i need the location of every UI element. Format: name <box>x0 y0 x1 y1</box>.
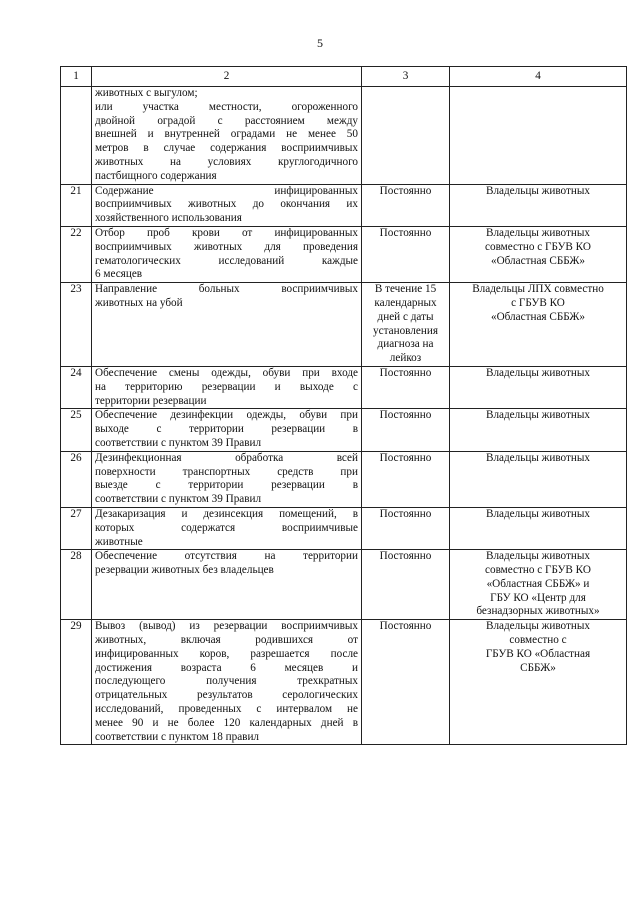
desc-line: Содержание инфицированных <box>95 184 358 197</box>
responsible-cell <box>450 226 627 282</box>
row-number-cell: 29 <box>61 620 92 745</box>
responsible-line: совместно с ГБУВ КО <box>485 564 591 577</box>
desc-line: последующего получения трехкратных <box>95 675 358 688</box>
responsible-line: Владельцы животных <box>485 620 590 633</box>
responsible-line: Владельцы животных <box>485 409 590 422</box>
row-number-cell: 26 <box>61 451 92 507</box>
table-row <box>61 409 627 451</box>
desc-line: выходе с территории резервации в <box>95 423 358 436</box>
desc-line: территории резервации <box>95 394 207 407</box>
continuation-resp-cell <box>450 87 627 185</box>
responsible-line: Владельцы животных <box>485 184 590 197</box>
desc-line: менее 90 и не более 120 календарных дней в <box>95 716 358 729</box>
desc-line: Обеспечение смены одежды, обуви при входе <box>95 366 358 379</box>
responsible-line: Владельцы животных <box>485 226 590 239</box>
responsible-line: «Областная СББЖ» <box>490 310 586 323</box>
desc-line: метров в случае содержания восприимчивых <box>95 142 358 155</box>
header-cell-2: 2 <box>92 67 362 87</box>
desc-line: Дезинфекционная обработка всей <box>95 451 358 464</box>
measure-description-cell <box>92 507 362 549</box>
responsible-line: Владельцы животных <box>485 507 590 520</box>
desc-line: животных, включая родившихся от <box>95 634 358 647</box>
row-number-cell: 21 <box>61 184 92 226</box>
measure-description-cell <box>92 620 362 745</box>
desc-line: животные <box>95 535 143 548</box>
continuation-term-cell <box>362 87 450 185</box>
table-row <box>61 283 627 367</box>
term-line: Постоянно <box>379 451 432 464</box>
row-number-cell: 22 <box>61 226 92 282</box>
responsible-cell <box>450 620 627 745</box>
desc-line: восприимчивых животных для проведения <box>95 240 358 253</box>
measure-description-cell <box>92 451 362 507</box>
responsible-line: ГБУ КО «Центр для <box>490 591 586 604</box>
page-number: 5 <box>317 36 323 50</box>
responsible-cell <box>450 366 627 408</box>
term-cell <box>362 507 450 549</box>
responsible-cell <box>450 184 627 226</box>
responsible-line: с ГБУВ КО <box>511 296 565 309</box>
responsible-line: «Областная СББЖ» <box>490 254 586 267</box>
desc-line: Дезакаризация и дезинсекция помещений, в <box>95 507 358 520</box>
header-cell-4: 4 <box>450 67 627 87</box>
term-line: Постоянно <box>379 620 432 633</box>
row-number-cell: 28 <box>61 550 92 620</box>
term-line: В течение 15 <box>374 283 437 296</box>
term-cell <box>362 620 450 745</box>
desc-line: Обеспечение дезинфекции одежды, обуви при <box>95 409 358 422</box>
term-cell <box>362 283 450 367</box>
desc-line: которых содержатся восприимчивые <box>95 521 358 534</box>
desc-line: резервации животных без владельцев <box>95 564 274 577</box>
measure-description-cell <box>92 409 362 451</box>
term-line: лейкоз <box>389 352 422 365</box>
table-header-row <box>61 67 627 87</box>
continuation-num-cell <box>61 87 92 185</box>
term-line: дней с даты <box>377 310 434 323</box>
table-row <box>61 550 627 620</box>
desc-line: соответствии с пунктом 39 Правил <box>95 436 262 449</box>
term-line: Постоянно <box>379 409 432 422</box>
desc-line: животных на условиях круглогодичного <box>95 155 358 168</box>
desc-line: двойной оградой с расстоянием между <box>95 114 358 127</box>
desc-line: хозяйственного использования <box>95 212 242 225</box>
responsible-line: безнадзорных животных» <box>476 605 600 618</box>
row-number-cell: 27 <box>61 507 92 549</box>
responsible-line: ГБУВ КО «Областная <box>485 647 591 660</box>
term-cell <box>362 226 450 282</box>
responsible-cell <box>450 451 627 507</box>
term-line: Постоянно <box>379 184 432 197</box>
responsible-cell <box>450 507 627 549</box>
responsible-line: Владельцы ЛПХ совместно <box>472 283 604 296</box>
responsible-line: Владельцы животных <box>485 451 590 464</box>
table-row <box>61 507 627 549</box>
measure-description-cell <box>92 366 362 408</box>
term-line: установления <box>373 324 438 337</box>
desc-line: восприимчивых животных до окончания их <box>95 198 358 211</box>
desc-line: инфицированных коров, разрешается после <box>95 647 358 660</box>
responsible-line: Владельцы животных <box>485 366 590 379</box>
measure-description-cell <box>92 226 362 282</box>
desc-line: или участка местности, огороженного <box>95 100 358 113</box>
term-cell <box>362 409 450 451</box>
responsible-cell <box>450 283 627 367</box>
responsible-cell <box>450 409 627 451</box>
responsible-line: совместно с ГБУВ КО <box>485 240 591 253</box>
table-row <box>61 620 627 745</box>
table-row <box>61 226 627 282</box>
desc-line: достижения возраста 6 месяцев и <box>95 661 358 674</box>
desc-line: животных на убой <box>95 296 183 309</box>
desc-line: пастбищного содержания <box>95 169 217 182</box>
desc-line: соответствии с пунктом 18 правил <box>95 730 260 743</box>
desc-line: животных с выгулом; <box>95 87 198 99</box>
table-row <box>61 184 627 226</box>
row-number-cell: 24 <box>61 366 92 408</box>
header-cell-1: 1 <box>61 67 92 87</box>
desc-line: 6 месяцев <box>95 268 143 281</box>
term-line: Постоянно <box>379 550 432 563</box>
term-line: календарных <box>374 296 437 309</box>
continuation-row <box>61 87 627 185</box>
continuation-desc-cell <box>92 87 362 185</box>
responsible-line: Владельцы животных <box>485 550 590 563</box>
desc-line: гематологических исследований каждые <box>95 254 358 267</box>
desc-line: Вывоз (вывод) из резервации восприимчивых <box>95 620 358 633</box>
table-row <box>61 366 627 408</box>
desc-line: поверхности транспортных средств при <box>95 465 358 478</box>
desc-line: Обеспечение отсутствия на территории <box>95 550 358 563</box>
term-line: Постоянно <box>379 226 432 239</box>
term-line: Постоянно <box>379 366 432 379</box>
term-cell <box>362 184 450 226</box>
header-cell-3: 3 <box>362 67 450 87</box>
desc-line: внешней и внутренней оградами не менее 50 <box>95 128 358 141</box>
responsible-line: совместно с <box>509 634 567 647</box>
responsible-line: «Областная СББЖ» и <box>486 577 590 590</box>
desc-line: исследований, проведенных с интервалом не <box>95 703 358 716</box>
term-line: диагноза на <box>377 338 434 351</box>
measure-description-cell <box>92 184 362 226</box>
measures-table <box>60 66 627 745</box>
desc-line: соответствии с пунктом 39 Правил <box>95 493 262 506</box>
desc-line: отрицательных результатов серологических <box>95 689 358 702</box>
responsible-cell <box>450 550 627 620</box>
desc-line: Отбор проб крови от инфицированных <box>95 226 358 239</box>
term-cell <box>362 366 450 408</box>
row-number-cell: 25 <box>61 409 92 451</box>
table-row <box>61 451 627 507</box>
term-cell <box>362 550 450 620</box>
term-line: Постоянно <box>379 507 432 520</box>
desc-line: на территорию резервации и выходе с <box>95 380 358 393</box>
desc-line: Направление больных восприимчивых <box>95 283 358 296</box>
desc-line: выезде с территории резервации в <box>95 479 358 492</box>
responsible-line: СББЖ» <box>520 661 556 674</box>
measure-description-cell <box>92 550 362 620</box>
row-number-cell: 23 <box>61 283 92 367</box>
term-cell <box>362 451 450 507</box>
measure-description-cell <box>92 283 362 367</box>
